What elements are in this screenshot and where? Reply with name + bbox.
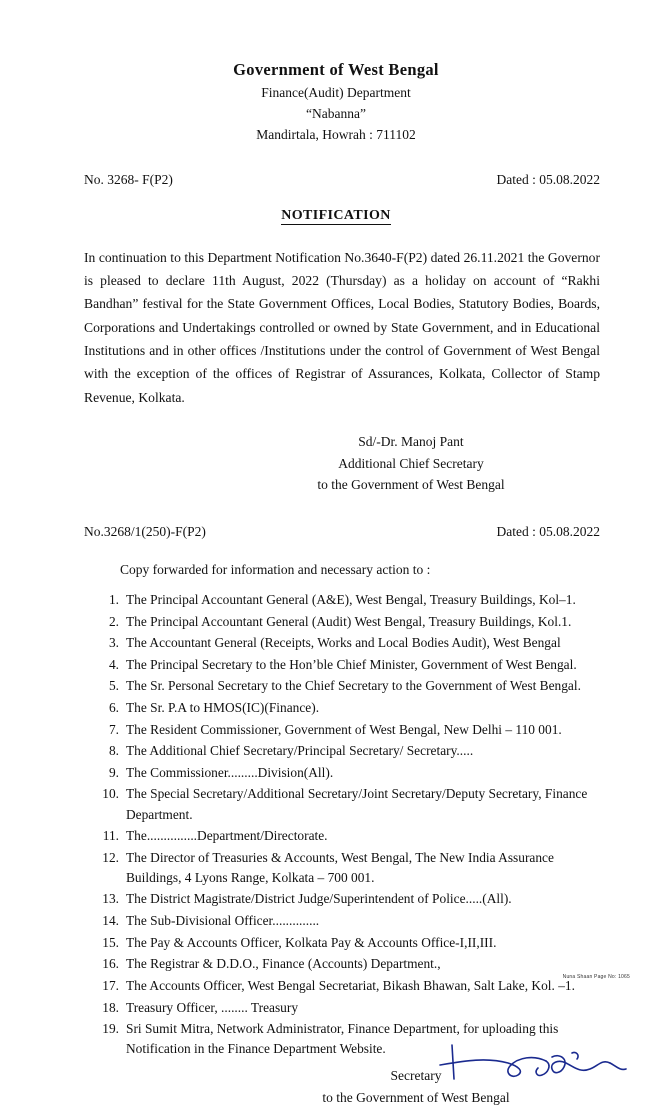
copy-memo-number: No.3268/1(250)-F(P2) (84, 523, 206, 539)
signatory-authority: to the Government of West Bengal (317, 477, 505, 493)
list-item-number: 9. (108, 764, 119, 780)
document-header (0, 58, 672, 146)
notification-heading-text: NOTIFICATION (281, 207, 391, 223)
memo-number: No. 3268- F(P2) (84, 171, 173, 187)
list-item (100, 763, 612, 783)
list-item (100, 698, 612, 718)
building-name: “Nabanna” (306, 105, 366, 121)
signatory-name: Sd/-Dr. Manoj Pant (358, 434, 464, 450)
copy-memo-date: Dated : 05.08.2022 (496, 523, 600, 539)
list-item-number: 14. (102, 913, 119, 929)
recipients-list (100, 590, 612, 1059)
list-item-number: 13. (102, 891, 119, 907)
list-item-number: 1. (108, 591, 119, 607)
list-item (100, 633, 612, 653)
list-item (100, 612, 612, 632)
list-item-text: Treasury Officer, ........ Treasury (126, 999, 299, 1015)
copy-memo-meta-row (0, 524, 672, 540)
list-item (100, 741, 612, 761)
list-item-text: Sri Sumit Mitra, Network Administrator, Finance Department, for uploading this Notification in the Finance Department Website. (126, 1021, 559, 1057)
list-item-text: The Resident Commissioner, Government of West Bengal, New Delhi – 110 001. (126, 721, 562, 737)
list-item (100, 911, 612, 931)
list-item-text: The District Magistrate/District Judge/Superintendent of Police.....(All). (126, 891, 512, 907)
list-item (100, 826, 612, 846)
list-item-number: 15. (102, 934, 119, 950)
list-item (100, 655, 612, 675)
notification-heading (0, 208, 672, 224)
list-item-text: The Director of Treasuries & Accounts, West Bengal, The New India Assurance Buildings, 4 Lyons Range, Kolkata – 700 001. (126, 849, 554, 885)
list-item-number: 10. (102, 786, 119, 802)
list-item-text: The Sr. Personal Secretary to the Chief Secretary to the Government of West Bengal. (126, 678, 581, 694)
list-item (100, 720, 612, 740)
list-item (100, 590, 612, 610)
government-title: Government of West Bengal (233, 60, 439, 79)
list-item (100, 848, 612, 888)
list-item-number: 2. (108, 613, 119, 629)
list-item-text: The Pay & Accounts Officer, Kolkata Pay & Accounts Office-I,II,III. (126, 934, 497, 950)
list-item (100, 889, 612, 909)
list-item-number: 4. (108, 656, 119, 672)
list-item-text: The Principal Accountant General (Audit) West Bengal, Treasury Buildings, Kol.1. (126, 613, 572, 629)
list-item-text: The Sub-Divisional Officer.............. (126, 913, 320, 929)
footer-signature-label: Secretary (390, 1068, 442, 1084)
list-item (100, 784, 612, 824)
list-item (100, 1019, 612, 1059)
list-item-text: The Accountant General (Receipts, Works and Local Bodies Audit), West Bengal (126, 635, 561, 651)
list-item-text: The Commissioner.........Division(All). (126, 764, 334, 780)
list-item-number: 7. (108, 721, 119, 737)
list-item-number: 17. (102, 977, 119, 993)
signatory-designation: Additional Chief Secretary (338, 455, 484, 471)
page-stamp: Nuna Shaan Page No: 1065 (562, 974, 630, 980)
list-item (100, 954, 612, 974)
list-item-number: 11. (102, 828, 119, 844)
copy-forwarded-line: Copy forwarded for information and necessary action to : (120, 561, 431, 577)
list-item-number: 5. (108, 678, 119, 694)
department-name: Finance(Audit) Department (261, 84, 411, 100)
list-item-text: The Principal Secretary to the Hon’ble Chief Minister, Government of West Bengal. (126, 656, 577, 672)
list-item-number: 12. (102, 849, 119, 865)
list-item-text: The Registrar & D.D.O., Finance (Accounts) Department., (126, 956, 441, 972)
signatory-block (0, 431, 672, 496)
list-item (100, 998, 612, 1018)
list-item-number: 6. (108, 699, 119, 715)
list-item (100, 676, 612, 696)
list-item-number: 19. (102, 1021, 119, 1037)
list-item-number: 8. (108, 743, 119, 759)
memo-meta-row (0, 172, 672, 188)
footer-signature-authority: to the Government of West Bengal (322, 1089, 510, 1105)
list-item-number: 18. (102, 999, 119, 1015)
list-item-text: The Additional Chief Secretary/Principal Secretary/ Secretary..... (126, 743, 474, 759)
list-item-text: The...............Department/Directorate. (126, 828, 328, 844)
office-address: Mandirtala, Howrah : 711102 (256, 126, 416, 142)
list-item-text: The Sr. P.A to HMOS(IC)(Finance). (126, 699, 320, 715)
document-page (0, 58, 672, 1105)
memo-date: Dated : 05.08.2022 (496, 171, 600, 187)
list-item-number: 3. (108, 635, 119, 651)
list-item-text: The Special Secretary/Additional Secretary/Joint Secretary/Deputy Secretary, Finance Department. (126, 786, 588, 822)
footer-signature-block (0, 1065, 672, 1108)
notification-body: In continuation to this Department Notification No.3640-F(P2) dated 26.11.2021 the Governor is pleased to declare 11th August, 2022 (Thursday) as a holiday on account of “Rakhi Bandhan” festival for the State Government Offices, Local Bodies, Statutory Bodies, Boards, Corporations and Undertakings controlled or owned by State Government, and in Educational Institutions and in other offices /Institutions under the control of Government of West Bengal with the exception of the offices of Registrar of Assurances, Kolkata, Collector of Stamp Revenue, Kolkata. (84, 249, 600, 405)
list-item-number: 16. (102, 956, 119, 972)
list-item-text: The Accounts Officer, West Bengal Secretariat, Bikash Bhawan, Salt Lake, Kol. –1. (126, 977, 575, 993)
list-item (100, 976, 612, 996)
list-item-text: The Principal Accountant General (A&E), West Bengal, Treasury Buildings, Kol–1. (126, 591, 576, 607)
